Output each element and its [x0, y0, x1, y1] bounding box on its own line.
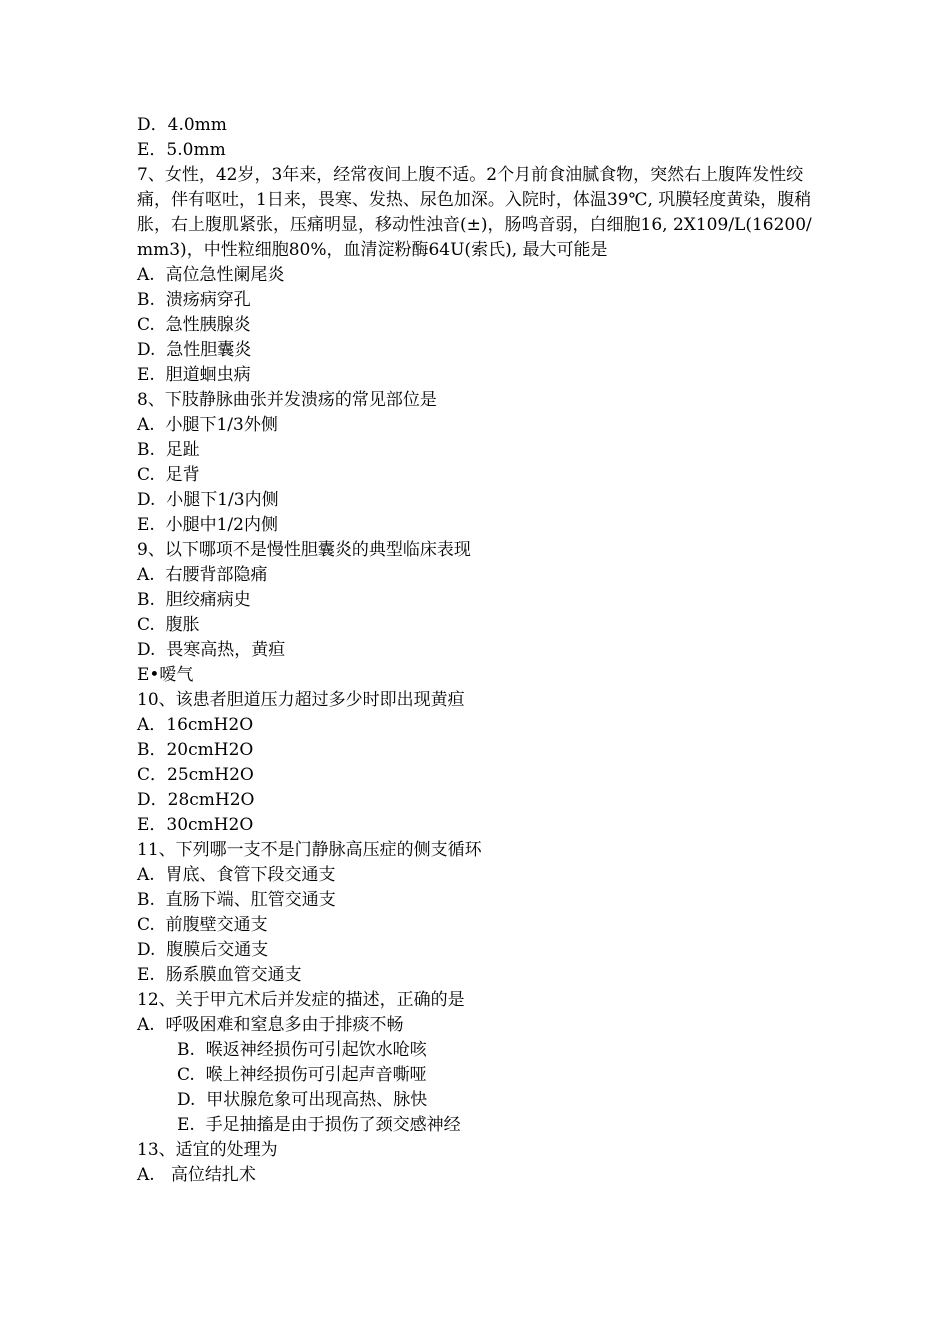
- option-line: D．28cmH2O: [137, 790, 255, 810]
- option-line: D. 畏寒高热，黄疸: [137, 640, 286, 660]
- option-line: E•嗳气: [137, 665, 194, 685]
- option-line: D. 小腿下1/3内侧: [137, 490, 279, 510]
- option-line: A. 胃底、食管下段交通支: [137, 865, 336, 885]
- question-12-text: 12、关于甲亢术后并发症的描述，正确的是: [137, 990, 465, 1010]
- question-10-text: 10、该患者胆道压力超过多少时即出现黄疸: [137, 690, 465, 710]
- option-line: A. 高位急性阑尾炎: [137, 265, 285, 285]
- option-line: B. 直肠下端、肛管交通支: [137, 890, 336, 910]
- option-line: D. 腹膜后交通支: [137, 940, 269, 960]
- option-line-indented: E. 手足抽搐是由于损伤了颈交感神经: [177, 1115, 461, 1135]
- option-line: A．16cmH2O: [137, 715, 254, 735]
- option-line-indented: C. 喉上神经损伤可引起声音嘶哑: [177, 1065, 427, 1085]
- option-line: A. 呼吸困难和窒息多由于排痰不畅: [137, 1015, 404, 1035]
- option-line: E. 肠系膜血管交通支: [137, 965, 302, 985]
- question-7-text: 7、女性，42岁，3年来，经常夜间上腹不适。2个月前食油腻食物，突然右上腹阵发性绞痛，伴有呕吐，1日来，畏寒、发热、尿色加深。入院时，体温39℃, 巩膜轻度黄染，腹稍胀，右上腹肌紧张，压痛明显，移动性浊音(±)，肠鸣音弱，白细胞16, 2X109/L(16200/mm3)，中性粒细胞80%，血清淀粉酶64U(索氏), 最大可能是: [137, 165, 812, 260]
- option-line: B. 足趾: [137, 440, 200, 460]
- option-line: C. 急性胰腺炎: [137, 315, 251, 335]
- option-line: A. 小腿下1/3外侧: [137, 415, 278, 435]
- option-line: E．30cmH2O: [137, 815, 254, 835]
- text-line: E．5.0mm: [137, 140, 226, 160]
- option-line: D. 急性胆囊炎: [137, 340, 252, 360]
- option-line: C．25cmH2O: [137, 765, 254, 785]
- text-line: D．4.0mm: [137, 115, 227, 135]
- question-9-text: 9、以下哪项不是慢性胆囊炎的典型临床表现: [137, 540, 471, 560]
- option-line-indented: D. 甲状腺危象可出现高热、脉快: [177, 1090, 428, 1110]
- document-body: [137, 113, 827, 1188]
- option-line: E. 胆道蛔虫病: [137, 365, 251, 385]
- option-line: C. 足背: [137, 465, 200, 485]
- question-8-text: 8、下肢静脉曲张并发溃疡的常见部位是: [137, 390, 437, 410]
- option-line: A. 高位结扎术: [137, 1165, 256, 1185]
- option-line-indented: B. 喉返神经损伤可引起饮水呛咳: [177, 1040, 427, 1060]
- option-line: B．20cmH2O: [137, 740, 254, 760]
- option-line: B. 胆绞痛病史: [137, 590, 251, 610]
- option-line: B. 溃疡病穿孔: [137, 290, 251, 310]
- question-13-text: 13、适宜的处理为: [137, 1140, 278, 1160]
- option-line: A. 右腰背部隐痛: [137, 565, 268, 585]
- question-11-text: 11、下列哪一支不是门静脉高压症的侧支循环: [137, 840, 482, 860]
- option-line: E. 小腿中1/2内侧: [137, 515, 278, 535]
- option-line: C. 腹胀: [137, 615, 200, 635]
- option-line: C. 前腹壁交通支: [137, 915, 268, 935]
